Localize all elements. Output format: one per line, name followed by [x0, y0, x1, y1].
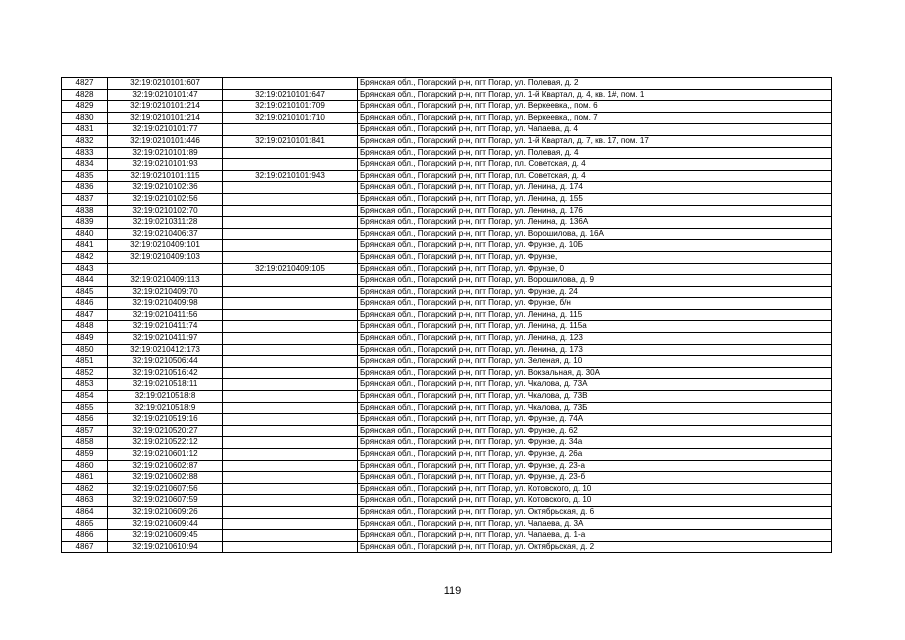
- table-row: [62, 472, 832, 484]
- row-number-cell: 4839: [62, 217, 108, 229]
- row-number-cell: 4832: [62, 135, 108, 147]
- row-number-cell: 4849: [62, 333, 108, 345]
- table-row: [62, 263, 832, 275]
- table-row: [62, 379, 832, 391]
- table-row: [62, 228, 832, 240]
- address-cell: Брянская обл., Погарский р-н, пгт Погар, ул. Ленина, д. 173: [358, 344, 832, 356]
- address-cell: Брянская обл., Погарский р-н, пгт Погар, ул. Фрунзе, д. 34а: [358, 437, 832, 449]
- linked-cadastral-number-cell: [223, 367, 358, 379]
- address-cell: Брянская обл., Погарский р-н, пгт Погар, пл. Советская, д. 4: [358, 170, 832, 182]
- address-cell: Брянская обл., Погарский р-н, пгт Погар, пл. Советская, д. 4: [358, 159, 832, 171]
- cadastral-number-cell: 32:19:0210101:607: [108, 78, 223, 90]
- address-cell: Брянская обл., Погарский р-н, пгт Погар, ул. Ворошилова, д. 16А: [358, 228, 832, 240]
- linked-cadastral-number-cell: [223, 530, 358, 542]
- table-row: [62, 298, 832, 310]
- cadastral-number-cell: 32:19:0210518:9: [108, 402, 223, 414]
- cadastral-number-cell: 32:19:0210607:56: [108, 483, 223, 495]
- table-row: [62, 309, 832, 321]
- row-number-cell: 4831: [62, 124, 108, 136]
- address-cell: Брянская обл., Погарский р-н, пгт Погар, ул. Фрунзе, б/н: [358, 298, 832, 310]
- table-row: [62, 147, 832, 159]
- cadastral-number-cell: 32:19:0210406:37: [108, 228, 223, 240]
- linked-cadastral-number-cell: [223, 275, 358, 287]
- table-row: [62, 275, 832, 287]
- address-cell: Брянская обл., Погарский р-н, пгт Погар, ул. Фрунзе, 0: [358, 263, 832, 275]
- table-row: [62, 182, 832, 194]
- cadastral-number-cell: 32:19:0210101:446: [108, 135, 223, 147]
- address-cell: Брянская обл., Погарский р-н, пгт Погар, ул. Чкалова, д. 73В: [358, 391, 832, 403]
- cadastral-number-cell: 32:19:0210602:87: [108, 460, 223, 472]
- linked-cadastral-number-cell: [223, 437, 358, 449]
- cadastral-number-cell: 32:19:0210409:70: [108, 286, 223, 298]
- row-number-cell: 4836: [62, 182, 108, 194]
- address-cell: Брянская обл., Погарский р-н, пгт Погар, ул. Чапаева, д. 1-а: [358, 530, 832, 542]
- row-number-cell: 4845: [62, 286, 108, 298]
- linked-cadastral-number-cell: [223, 309, 358, 321]
- cadastral-number-cell: 32:19:0210609:44: [108, 518, 223, 530]
- row-number-cell: 4863: [62, 495, 108, 507]
- table-row: [62, 460, 832, 472]
- cadastral-number-cell: 32:19:0210101:47: [108, 89, 223, 101]
- cadastral-number-cell: 32:19:0210101:89: [108, 147, 223, 159]
- row-number-cell: 4830: [62, 112, 108, 124]
- address-cell: Брянская обл., Погарский р-н, пгт Погар, ул. Ленина, д. 155: [358, 193, 832, 205]
- address-cell: Брянская обл., Погарский р-н, пгт Погар, ул. Фрунзе, д. 23-а: [358, 460, 832, 472]
- cadastral-number-cell: 32:19:0210522:12: [108, 437, 223, 449]
- row-number-cell: 4856: [62, 414, 108, 426]
- table-row: [62, 251, 832, 263]
- row-number-cell: 4854: [62, 391, 108, 403]
- row-number-cell: 4860: [62, 460, 108, 472]
- address-cell: Брянская обл., Погарский р-н, пгт Погар, ул. 1-й Квартал, д. 4, кв. 1#, пом. 1: [358, 89, 832, 101]
- cadastral-number-cell: 32:19:0210102:36: [108, 182, 223, 194]
- linked-cadastral-number-cell: [223, 286, 358, 298]
- row-number-cell: 4858: [62, 437, 108, 449]
- page-number: 119: [443, 585, 462, 597]
- row-number-cell: 4862: [62, 483, 108, 495]
- linked-cadastral-number-cell: [223, 460, 358, 472]
- address-cell: Брянская обл., Погарский р-н, пгт Погар, ул. Чапаева, д. 3А: [358, 518, 832, 530]
- address-cell: Брянская обл., Погарский р-н, пгт Погар, ул. Ленина, д. 123: [358, 333, 832, 345]
- row-number-cell: 4857: [62, 425, 108, 437]
- address-cell: Брянская обл., Погарский р-н, пгт Погар, ул. Ленина, д. 115а: [358, 321, 832, 333]
- address-cell: Брянская обл., Погарский р-н, пгт Погар, ул. 1-й Квартал, д. 7, кв. 17, пом. 17: [358, 135, 832, 147]
- linked-cadastral-number-cell: 32:19:0210101:647: [223, 89, 358, 101]
- table-row: [62, 530, 832, 542]
- linked-cadastral-number-cell: [223, 333, 358, 345]
- row-number-cell: 4841: [62, 240, 108, 252]
- table-row: [62, 518, 832, 530]
- table-row: [62, 506, 832, 518]
- cadastral-number-cell: 32:19:0210101:214: [108, 112, 223, 124]
- address-cell: Брянская обл., Погарский р-н, пгт Погар, ул. Ленина, д. 136А: [358, 217, 832, 229]
- row-number-cell: 4840: [62, 228, 108, 240]
- table-row: [62, 78, 832, 90]
- table-row: [62, 391, 832, 403]
- row-number-cell: 4834: [62, 159, 108, 171]
- cadastral-number-cell: 32:19:0210409:113: [108, 275, 223, 287]
- address-cell: Брянская обл., Погарский р-н, пгт Погар, ул. Веркеевка,, пом. 6: [358, 101, 832, 113]
- table-row: [62, 159, 832, 171]
- table-row: [62, 124, 832, 136]
- cadastral-number-cell: 32:19:0210607:59: [108, 495, 223, 507]
- table-row: [62, 425, 832, 437]
- row-number-cell: 4827: [62, 78, 108, 90]
- row-number-cell: 4844: [62, 275, 108, 287]
- linked-cadastral-number-cell: [223, 159, 358, 171]
- address-cell: Брянская обл., Погарский р-н, пгт Погар, ул. Ленина, д. 115: [358, 309, 832, 321]
- table-row: [62, 321, 832, 333]
- linked-cadastral-number-cell: 32:19:0210409:105: [223, 263, 358, 275]
- row-number-cell: 4850: [62, 344, 108, 356]
- table-row: [62, 437, 832, 449]
- linked-cadastral-number-cell: 32:19:0210101:709: [223, 101, 358, 113]
- cadastral-number-cell: 32:19:0210101:214: [108, 101, 223, 113]
- table-row: [62, 240, 832, 252]
- cadastral-number-cell: 32:19:0210609:26: [108, 506, 223, 518]
- table-row: [62, 170, 832, 182]
- row-number-cell: 4851: [62, 356, 108, 368]
- linked-cadastral-number-cell: [223, 240, 358, 252]
- address-cell: Брянская обл., Погарский р-н, пгт Погар, ул. Фрунзе, д. 26а: [358, 449, 832, 461]
- registry-table-body: [62, 78, 832, 553]
- address-cell: Брянская обл., Погарский р-н, пгт Погар, ул. Фрунзе, д. 10Б: [358, 240, 832, 252]
- cadastral-number-cell: 32:19:0210409:101: [108, 240, 223, 252]
- linked-cadastral-number-cell: [223, 483, 358, 495]
- address-cell: Брянская обл., Погарский р-н, пгт Погар, ул. Полевая, д. 2: [358, 78, 832, 90]
- row-number-cell: 4867: [62, 541, 108, 553]
- linked-cadastral-number-cell: [223, 541, 358, 553]
- cadastral-number-cell: 32:19:0210518:11: [108, 379, 223, 391]
- linked-cadastral-number-cell: [223, 193, 358, 205]
- linked-cadastral-number-cell: [223, 495, 358, 507]
- linked-cadastral-number-cell: [223, 402, 358, 414]
- linked-cadastral-number-cell: [223, 298, 358, 310]
- cadastral-number-cell: 32:19:0210610:94: [108, 541, 223, 553]
- row-number-cell: 4847: [62, 309, 108, 321]
- table-row: [62, 449, 832, 461]
- cadastral-number-cell: 32:19:0210409:98: [108, 298, 223, 310]
- row-number-cell: 4837: [62, 193, 108, 205]
- linked-cadastral-number-cell: [223, 472, 358, 484]
- linked-cadastral-number-cell: 32:19:0210101:710: [223, 112, 358, 124]
- row-number-cell: 4833: [62, 147, 108, 159]
- row-number-cell: 4861: [62, 472, 108, 484]
- linked-cadastral-number-cell: [223, 518, 358, 530]
- row-number-cell: 4829: [62, 101, 108, 113]
- cadastral-number-cell: 32:19:0210101:115: [108, 170, 223, 182]
- registry-table: [61, 77, 832, 553]
- address-cell: Брянская обл., Погарский р-н, пгт Погар, ул. Чкалова, д. 73А: [358, 379, 832, 391]
- address-cell: Брянская обл., Погарский р-н, пгт Погар, ул. Ленина, д. 174: [358, 182, 832, 194]
- cadastral-number-cell: 32:19:0210409:103: [108, 251, 223, 263]
- row-number-cell: 4853: [62, 379, 108, 391]
- row-number-cell: 4859: [62, 449, 108, 461]
- linked-cadastral-number-cell: [223, 414, 358, 426]
- table-row: [62, 89, 832, 101]
- table-row: [62, 483, 832, 495]
- address-cell: Брянская обл., Погарский р-н, пгт Погар, ул. Фрунзе, д. 74А: [358, 414, 832, 426]
- linked-cadastral-number-cell: [223, 356, 358, 368]
- address-cell: Брянская обл., Погарский р-н, пгт Погар, ул. Полевая, д. 4: [358, 147, 832, 159]
- linked-cadastral-number-cell: [223, 124, 358, 136]
- linked-cadastral-number-cell: [223, 449, 358, 461]
- cadastral-number-cell: 32:19:0210411:97: [108, 333, 223, 345]
- table-row: [62, 402, 832, 414]
- linked-cadastral-number-cell: [223, 251, 358, 263]
- linked-cadastral-number-cell: [223, 228, 358, 240]
- row-number-cell: 4843: [62, 263, 108, 275]
- address-cell: Брянская обл., Погарский р-н, пгт Погар, ул. Вокзальная, д. 30А: [358, 367, 832, 379]
- table-row: [62, 344, 832, 356]
- linked-cadastral-number-cell: [223, 78, 358, 90]
- table-row: [62, 101, 832, 113]
- cadastral-number-cell: 32:19:0210519:16: [108, 414, 223, 426]
- address-cell: Брянская обл., Погарский р-н, пгт Погар, ул. Чапаева, д. 4: [358, 124, 832, 136]
- address-cell: Брянская обл., Погарский р-н, пгт Погар, ул. Ленина, д. 176: [358, 205, 832, 217]
- table-row: [62, 356, 832, 368]
- row-number-cell: 4855: [62, 402, 108, 414]
- address-cell: Брянская обл., Погарский р-н, пгт Погар, ул. Фрунзе,: [358, 251, 832, 263]
- row-number-cell: 4848: [62, 321, 108, 333]
- address-cell: Брянская обл., Погарский р-н, пгт Погар, ул. Веркеевка,, пом. 7: [358, 112, 832, 124]
- cadastral-number-cell: 32:19:0210601:12: [108, 449, 223, 461]
- address-cell: Брянская обл., Погарский р-н, пгт Погар, ул. Фрунзе, д. 24: [358, 286, 832, 298]
- table-row: [62, 495, 832, 507]
- row-number-cell: 4852: [62, 367, 108, 379]
- cadastral-number-cell: 32:19:0210520:27: [108, 425, 223, 437]
- address-cell: Брянская обл., Погарский р-н, пгт Погар, ул. Котовского, д. 10: [358, 495, 832, 507]
- cadastral-number-cell: 32:19:0210516:42: [108, 367, 223, 379]
- cadastral-number-cell: 32:19:0210506:44: [108, 356, 223, 368]
- linked-cadastral-number-cell: [223, 425, 358, 437]
- cadastral-number-cell: 32:19:0210311:28: [108, 217, 223, 229]
- cadastral-number-cell: 32:19:0210102:56: [108, 193, 223, 205]
- table-row: [62, 135, 832, 147]
- address-cell: Брянская обл., Погарский р-н, пгт Погар, ул. Фрунзе, д. 23-б: [358, 472, 832, 484]
- address-cell: Брянская обл., Погарский р-н, пгт Погар, ул. Фрунзе, д. 62: [358, 425, 832, 437]
- cadastral-number-cell: 32:19:0210602:88: [108, 472, 223, 484]
- row-number-cell: 4864: [62, 506, 108, 518]
- linked-cadastral-number-cell: [223, 147, 358, 159]
- linked-cadastral-number-cell: [223, 205, 358, 217]
- cadastral-number-cell: 32:19:0210518:8: [108, 391, 223, 403]
- row-number-cell: 4835: [62, 170, 108, 182]
- address-cell: Брянская обл., Погарский р-н, пгт Погар, ул. Зеленая, д. 10: [358, 356, 832, 368]
- cadastral-number-cell: 32:19:0210101:77: [108, 124, 223, 136]
- cadastral-number-cell: 32:19:0210102:70: [108, 205, 223, 217]
- linked-cadastral-number-cell: [223, 379, 358, 391]
- address-cell: Брянская обл., Погарский р-н, пгт Погар, ул. Котовского, д. 10: [358, 483, 832, 495]
- address-cell: Брянская обл., Погарский р-н, пгт Погар, ул. Чкалова, д. 73Б: [358, 402, 832, 414]
- table-row: [62, 286, 832, 298]
- table-row: [62, 541, 832, 553]
- row-number-cell: 4846: [62, 298, 108, 310]
- table-row: [62, 193, 832, 205]
- cadastral-number-cell: 32:19:0210609:45: [108, 530, 223, 542]
- row-number-cell: 4842: [62, 251, 108, 263]
- table-row: [62, 217, 832, 229]
- linked-cadastral-number-cell: [223, 182, 358, 194]
- cadastral-number-cell: 32:19:0210411:56: [108, 309, 223, 321]
- address-cell: Брянская обл., Погарский р-н, пгт Погар, ул. Ворошилова, д. 9: [358, 275, 832, 287]
- cadastral-number-cell: 32:19:0210411:74: [108, 321, 223, 333]
- linked-cadastral-number-cell: [223, 506, 358, 518]
- row-number-cell: 4865: [62, 518, 108, 530]
- table-row: [62, 414, 832, 426]
- linked-cadastral-number-cell: [223, 217, 358, 229]
- linked-cadastral-number-cell: 32:19:0210101:943: [223, 170, 358, 182]
- cadastral-number-cell: 32:19:0210101:93: [108, 159, 223, 171]
- table-row: [62, 333, 832, 345]
- table-row: [62, 367, 832, 379]
- linked-cadastral-number-cell: [223, 344, 358, 356]
- cadastral-number-cell: 32:19:0210412:173: [108, 344, 223, 356]
- linked-cadastral-number-cell: [223, 321, 358, 333]
- table-row: [62, 112, 832, 124]
- table-row: [62, 205, 832, 217]
- row-number-cell: 4866: [62, 530, 108, 542]
- cadastral-number-cell: [108, 263, 223, 275]
- address-cell: Брянская обл., Погарский р-н, пгт Погар, ул. Октябрьская, д. 6: [358, 506, 832, 518]
- linked-cadastral-number-cell: 32:19:0210101:841: [223, 135, 358, 147]
- row-number-cell: 4838: [62, 205, 108, 217]
- address-cell: Брянская обл., Погарский р-н, пгт Погар, ул. Октябрьская, д. 2: [358, 541, 832, 553]
- linked-cadastral-number-cell: [223, 391, 358, 403]
- row-number-cell: 4828: [62, 89, 108, 101]
